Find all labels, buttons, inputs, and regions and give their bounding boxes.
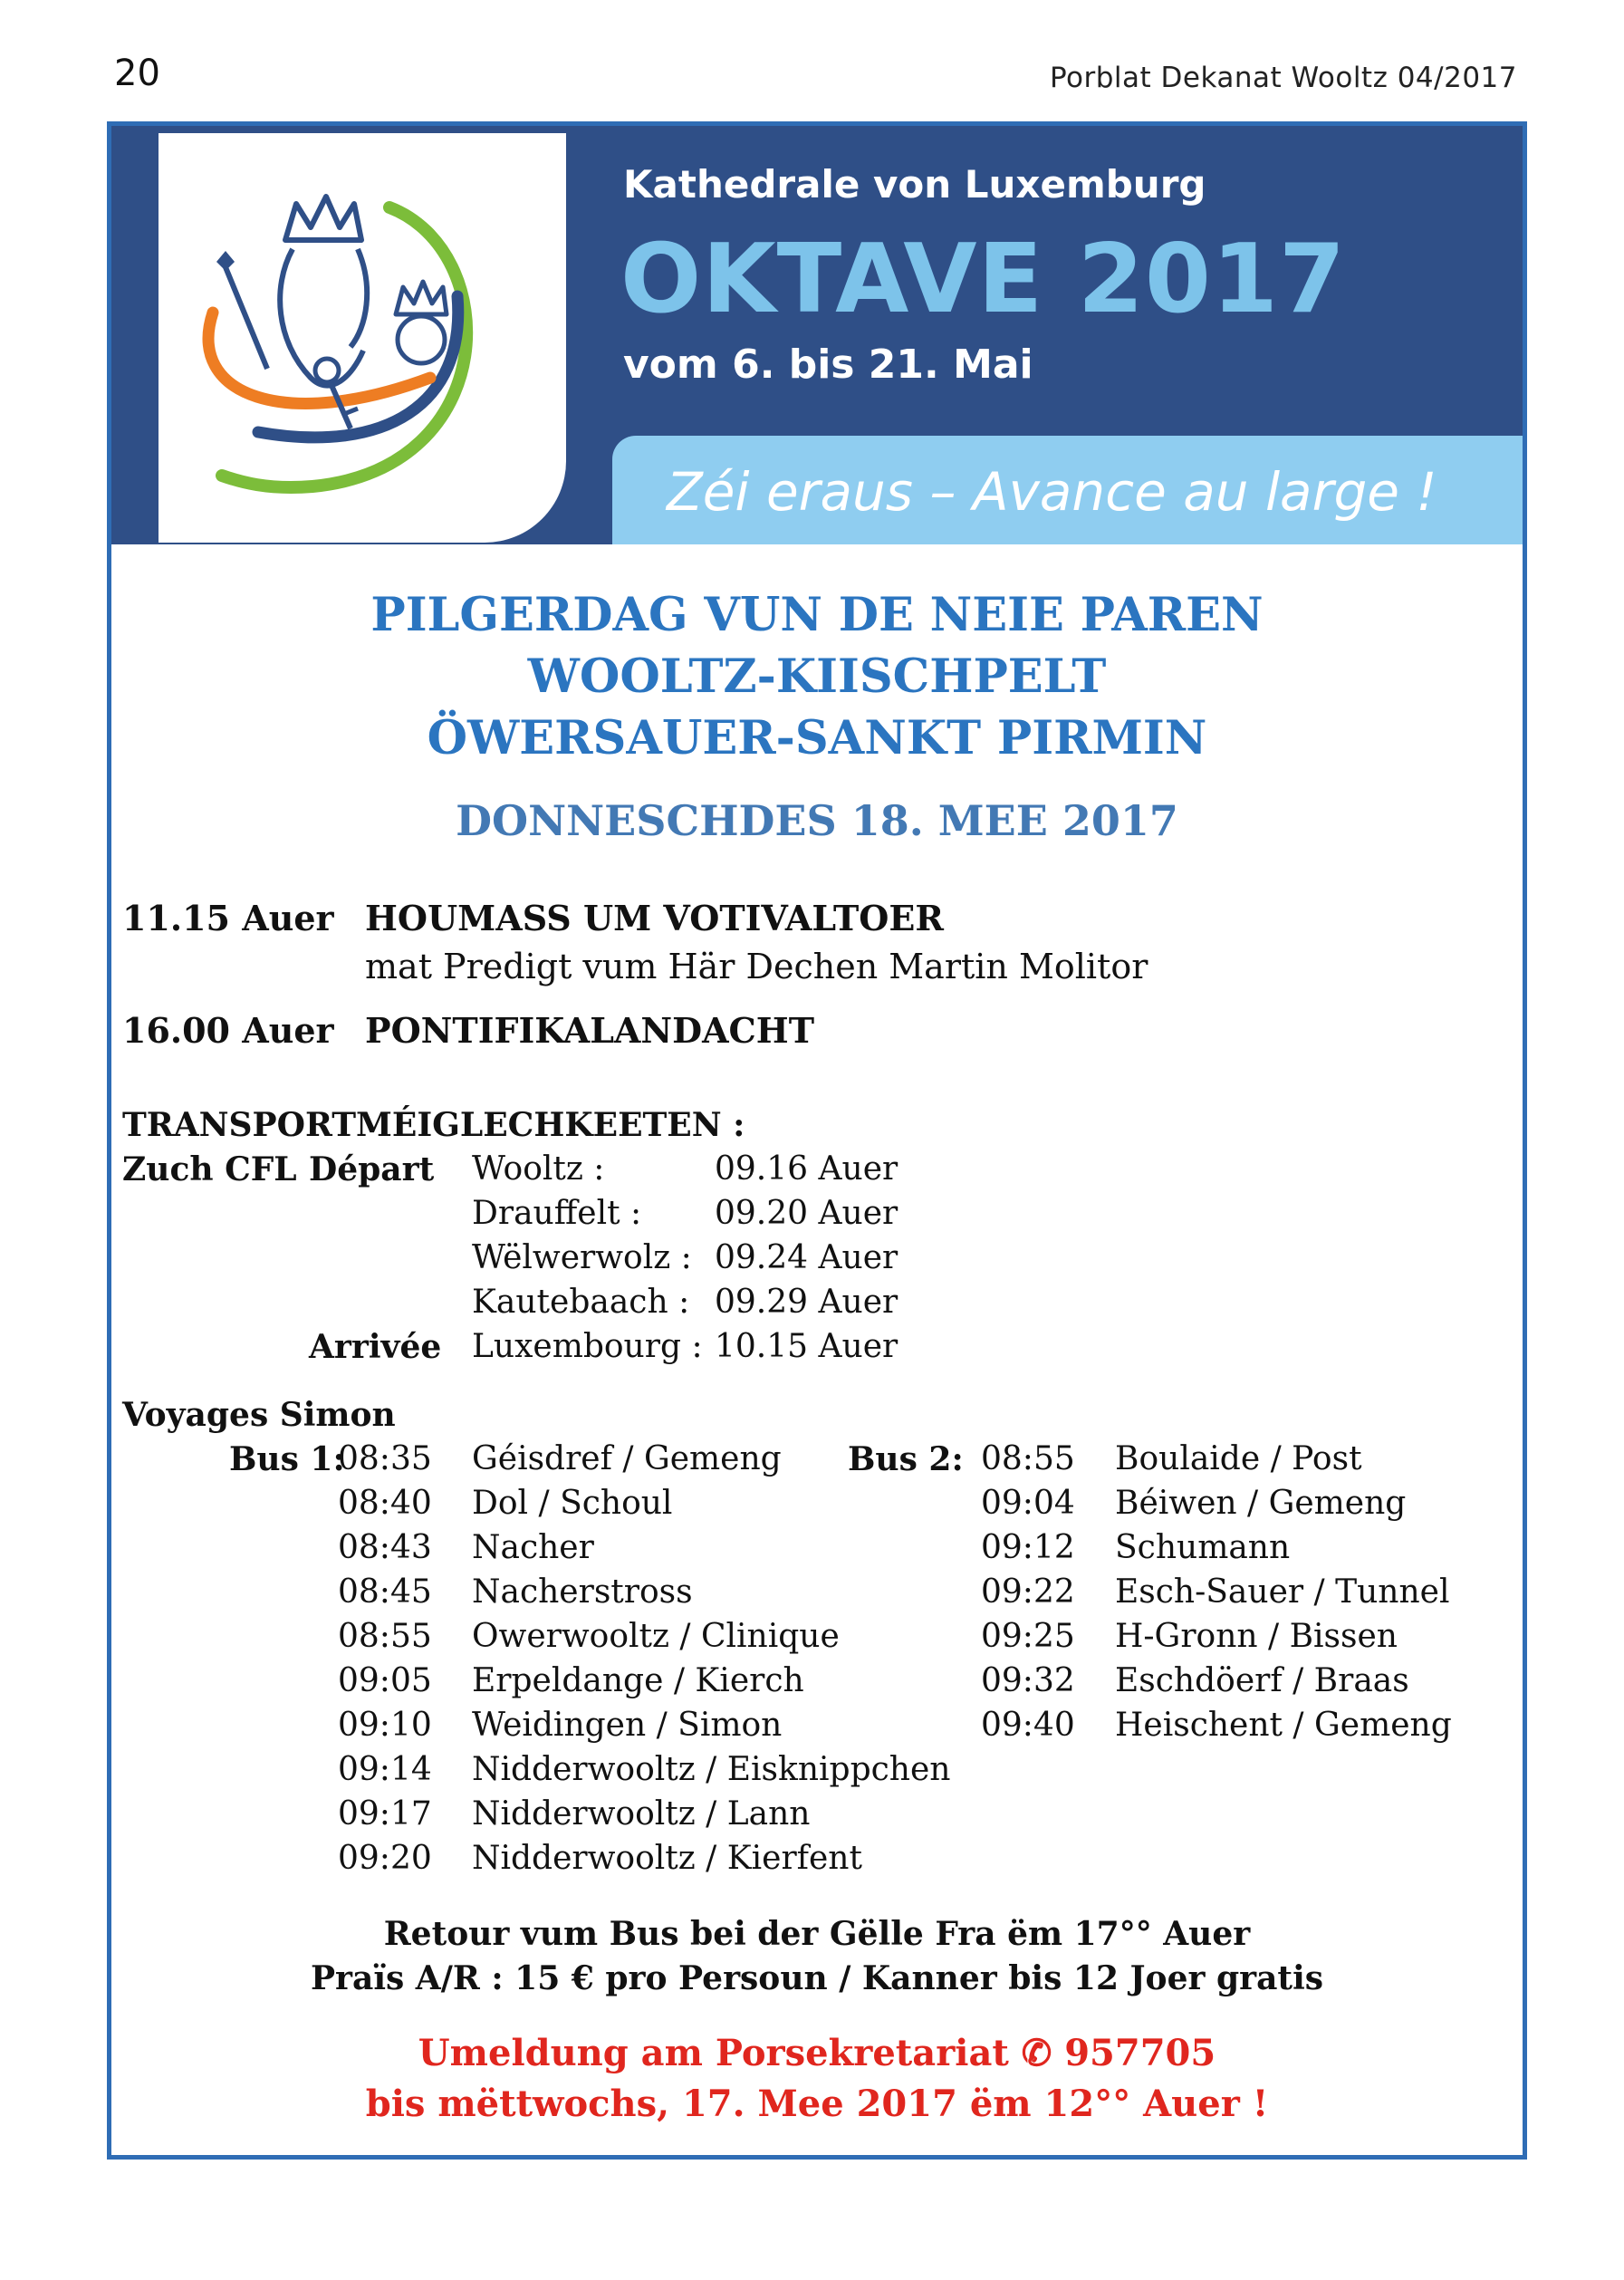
bus2-stop: Boulaide / Post [1115, 1440, 1362, 1477]
title-line-2: WOOLTZ-KIISCHPELT [527, 649, 1107, 704]
bus2-time: 09:25 [981, 1618, 1075, 1655]
bus1-stop: Erpeldange / Kierch [472, 1662, 804, 1699]
transport-heading: TRANSPORTMÉIGLECHKEETEN : [122, 1106, 745, 1144]
bus1-stop: Nidderwooltz / Eisknippchen [472, 1751, 951, 1788]
bus2-label: Bus 2: [848, 1440, 964, 1478]
bus1-stop: Nidderwooltz / Lann [472, 1795, 811, 1833]
slogan-bar [612, 436, 1523, 544]
train-stop: Drauffelt : [472, 1195, 642, 1232]
event-title: PONTIFIKALANDACHT [365, 1010, 814, 1051]
train-time: 09.24 Auer [715, 1239, 898, 1276]
banner-dates: vom 6. bis 21. Mai [623, 342, 1033, 388]
train-time: 09.20 Auer [715, 1195, 898, 1232]
train-stop: Kautebaach : [472, 1284, 690, 1321]
bus2-time: 08:55 [981, 1440, 1075, 1477]
event-time: 11.15 Auer [122, 898, 334, 938]
bus1-time: 09:10 [338, 1707, 432, 1744]
bus1-time: 09:14 [338, 1751, 432, 1788]
title-line-3: ÖWERSAUER-SANKT PIRMIN [427, 711, 1207, 765]
bus2-stop: H-Gronn / Bissen [1115, 1618, 1398, 1655]
bus2-time: 09:32 [981, 1662, 1075, 1699]
bus1-label: Bus 1: [229, 1440, 345, 1478]
bus1-time: 09:17 [338, 1795, 432, 1833]
depart-label: Départ [309, 1150, 435, 1188]
arrive-label: Arrivée [309, 1328, 442, 1366]
oktave-banner [111, 126, 1523, 544]
bus1-stop: Géisdref / Gemeng [472, 1440, 782, 1477]
bus1-time: 08:45 [338, 1573, 432, 1611]
bus1-stop: Nacherstross [472, 1573, 693, 1611]
train-stop: Wooltz : [472, 1150, 605, 1188]
bus2-stop: Eschdöerf / Braas [1115, 1662, 1409, 1699]
bus1-time: 08:35 [338, 1440, 432, 1477]
flyer-frame [107, 121, 1527, 2160]
bus2-time: 09:40 [981, 1707, 1075, 1744]
event-time: 16.00 Auer [122, 1010, 334, 1051]
register-line: Umeldung am Porsekretariat ✆ 957705 [418, 2032, 1216, 2074]
page-number: 20 [114, 53, 160, 94]
bus1-time: 08:43 [338, 1529, 432, 1566]
bus1-time: 09:05 [338, 1662, 432, 1699]
bus2-stop: Heischent / Gemeng [1115, 1707, 1452, 1744]
bus2-time: 09:22 [981, 1573, 1075, 1611]
train-stop: Wëlwerwolz : [472, 1239, 692, 1276]
bus1-stop: Nacher [472, 1529, 594, 1566]
train-label: Zuch CFL [122, 1150, 297, 1188]
bus1-stop: Dol / Schoul [472, 1485, 673, 1522]
price-line: Praïs A/R : 15 € pro Persoun / Kanner bis 12 Joer gratis [310, 1959, 1324, 1997]
train-stop: Luxembourg : [472, 1328, 703, 1365]
event-detail: mat Predigt vum Här Dechen Martin Molitor [365, 947, 1148, 986]
banner-title: OKTAVE 2017 [620, 224, 1347, 334]
bus1-time: 08:40 [338, 1485, 432, 1522]
date-line: DONNESCHDES 18. MEE 2017 [456, 796, 1178, 845]
train-time: 10.15 Auer [715, 1328, 898, 1365]
train-time: 09.29 Auer [715, 1284, 898, 1321]
bus2-time: 09:12 [981, 1529, 1075, 1566]
deadline-line: bis mëttwochs, 17. Mee 2017 ëm 12°° Auer ! [365, 2083, 1269, 2125]
bus2-stop: Esch-Sauer / Tunnel [1115, 1573, 1450, 1611]
voyages-heading: Voyages Simon [122, 1396, 396, 1434]
slogan: Zéi eraus – Avance au large ! [667, 461, 1437, 523]
bus2-stop: Béiwen / Gemeng [1115, 1485, 1407, 1522]
bus2-stop: Schumann [1115, 1529, 1291, 1566]
event-title: HOUMASS UM VOTIVALTOER [365, 898, 944, 938]
title-line-1: PILGERDAG VUN DE NEIE PAREN [370, 588, 1264, 642]
running-header: Porblat Dekanat Wooltz 04/2017 [1049, 62, 1517, 94]
bus2-time: 09:04 [981, 1485, 1075, 1522]
bus1-time: 09:20 [338, 1840, 432, 1877]
logo-panel [159, 133, 566, 543]
return-line: Retour vum Bus bei der Gëlle Fra ëm 17°° Auer [383, 1915, 1251, 1953]
banner-subtitle: Kathedrale von Luxemburg [623, 162, 1206, 207]
bus1-stop: Owerwooltz / Clinique [472, 1618, 840, 1655]
oktave-logo-icon [159, 133, 566, 543]
bus1-stop: Weidingen / Simon [472, 1707, 783, 1744]
bus1-stop: Nidderwooltz / Kierfent [472, 1840, 862, 1877]
bus1-time: 08:55 [338, 1618, 432, 1655]
train-time: 09.16 Auer [715, 1150, 898, 1188]
